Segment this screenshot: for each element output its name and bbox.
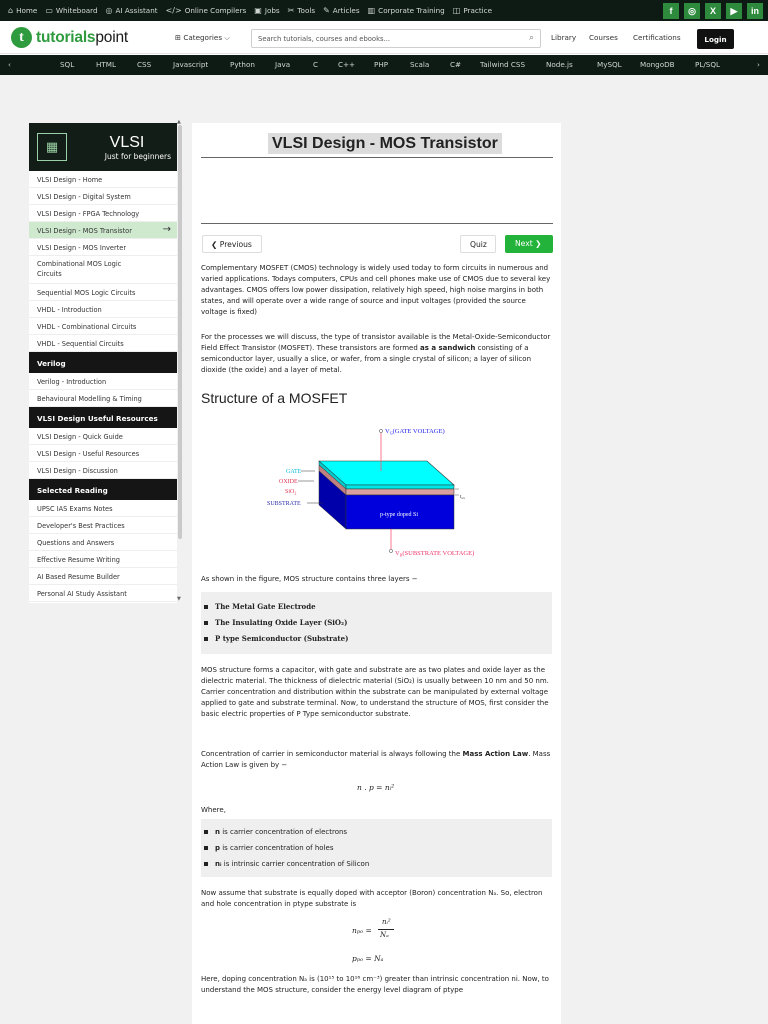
library-link[interactable]: Library <box>551 33 577 42</box>
sidebar-item[interactable] <box>29 256 177 284</box>
sidebar-item-active[interactable] <box>29 222 177 239</box>
search-icon[interactable]: ⌕ <box>528 33 534 43</box>
sidebar-item[interactable] <box>29 171 177 188</box>
articles-icon: ✎ <box>323 6 330 15</box>
topnav-label: Practice <box>463 6 493 15</box>
topnav-item-online-compilers[interactable] <box>166 6 247 15</box>
home-icon: ⌂ <box>8 6 14 15</box>
lang-link[interactable]: MySQL <box>597 60 622 69</box>
lang-link[interactable]: Scala <box>410 60 430 69</box>
sidebar-section-verilog: Verilog <box>29 352 177 373</box>
section-heading: Structure of a MOSFET <box>201 390 348 406</box>
lang-link[interactable]: Javascript <box>173 60 209 69</box>
sidebar-item-label: VLSI Design - MOS Inverter <box>37 244 127 252</box>
mosfet-structure-figure <box>267 421 487 565</box>
layer-item: The Metal Gate Electrode <box>201 599 552 615</box>
sidebar-section-reading: Selected Reading <box>29 479 177 500</box>
intro-paragraph: Complementary MOSFET (CMOS) technology is widely used today to form circuits in numerous and varied applications. Todays computers, CPUs and cell phones make use of CMOS due to several key advantages. CMOS offers low power dissipation, relatively high speed, high noise margins in both states, and will operate over a wide range of source and input voltages (provided the source voltage is fixed) <box>201 264 551 316</box>
sidebar-section-resources: VLSI Design Useful Resources <box>29 407 177 428</box>
topnav-label: Corporate Training <box>378 6 445 15</box>
sidebar-item[interactable] <box>29 500 177 517</box>
lang-link[interactable]: Python <box>230 60 255 69</box>
sidebar-item-label: Sequential MOS Logic Circuits <box>37 289 136 297</box>
where-label: Where, <box>201 806 226 814</box>
sidebar-item-label: Effective Resume Writing <box>37 556 120 564</box>
capacitor-paragraph: MOS structure forms a capacitor, with gate and substrate are as two plates and oxide layer as the dielectric material. The thickness of dielectric material (SiO₂) is usually between 10 nm and 50 nm. Carrier concentration and distribution within the substrate can be manipulated by external voltage applied to gate and substrate terminal. Now, to understand the structure of MOS, first consider the basic electric properties of P Type semiconductor substrate. <box>201 666 549 718</box>
topnav-label: Whiteboard <box>55 6 98 15</box>
language-bar <box>0 55 768 75</box>
mass-action-paragraph: Concentration of carrier in semiconductor material is always following the Mass Action Law. Mass Action Law is given by − <box>201 750 551 769</box>
topnav-label: Online Compilers <box>184 6 247 15</box>
lang-link[interactable]: SQL <box>60 60 75 69</box>
sidebar-item[interactable] <box>29 239 177 256</box>
sidebar-item-label: VLSI Design - Digital System <box>37 193 131 201</box>
layers-list <box>201 592 552 654</box>
lang-link[interactable]: C <box>313 60 319 69</box>
svg-text:VG(GATE VOLTAGE): $V_G(GATE$ VOLTAGE) <box>385 428 445 436</box>
sidebar-item[interactable] <box>29 284 177 301</box>
sidebar-item-label: Combinational MOS Logic Circuits <box>37 260 122 278</box>
topnav-label: Tools <box>297 6 316 15</box>
next-button[interactable]: Next ❯ <box>505 235 553 253</box>
sidebar-item-label: VHDL - Combinational Circuits <box>37 323 137 331</box>
tools-icon: ✂ <box>287 6 295 15</box>
svg-text:SUBSTRATE: SUBSTRATE <box>267 501 301 507</box>
doping-paragraph: Now assume that substrate is equally doped with acceptor (Boron) concentration Nₐ. So, electron and hole concentration in ptype substrate is <box>201 889 543 908</box>
code-icon: </> <box>165 6 182 15</box>
whiteboard-icon: ▭ <box>45 6 53 15</box>
sidebar-item-label: AI Based Resume Builder <box>37 573 120 581</box>
topnav-label: Home <box>16 6 38 15</box>
doping-level-paragraph: Here, doping concentration Nₐ is (10¹⁵ to 10¹⁶ cm⁻³) greater than intrinsic concentration ni. Now, to understand the MOS structure, consider the energy level diagram of ptype <box>201 975 549 994</box>
topnav-label: Jobs <box>264 6 280 15</box>
logo-text-b: point <box>95 28 128 46</box>
lang-link[interactable]: MongoDB <box>640 60 675 69</box>
sidebar-item-label: Personal AI Study Assistant <box>37 590 127 598</box>
sidebar-item-label: VLSI Design - Home <box>37 176 103 184</box>
layer-item: P type Semiconductor (Substrate) <box>201 631 552 647</box>
training-icon: ▥ <box>367 6 376 15</box>
sidebar-item[interactable] <box>29 205 177 222</box>
topnav-item-ai-assistant[interactable] <box>106 6 158 15</box>
sidebar-item[interactable] <box>29 428 177 445</box>
sidebar-item[interactable] <box>29 517 177 534</box>
sidebar-item[interactable] <box>29 445 177 462</box>
definitions-list <box>201 819 552 877</box>
sidebar-item[interactable] <box>29 188 177 205</box>
sidebar-subtitle: Just for beginners <box>104 151 171 161</box>
sidebar-scrollbar[interactable] <box>178 125 182 539</box>
page-title: VLSI Design - MOS Transistor <box>268 133 502 154</box>
topnav-item-tools[interactable] <box>288 6 315 15</box>
grid-icon: ⊞ <box>175 33 182 42</box>
practice-icon: ◫ <box>452 6 461 15</box>
search-input[interactable] <box>251 29 541 48</box>
sidebar-item[interactable] <box>29 373 177 390</box>
layer-item: The Insulating Oxide Layer (SiO₂) <box>201 615 552 631</box>
x-icon[interactable]: X <box>705 3 721 19</box>
social-links <box>663 3 763 19</box>
linkedin-icon[interactable]: in <box>747 3 763 19</box>
sidebar-item-label: UPSC IAS Exams Notes <box>37 505 113 513</box>
login-button[interactable]: Login <box>697 29 734 49</box>
sidebar-item[interactable] <box>29 390 177 407</box>
sidebar-item[interactable] <box>29 318 177 335</box>
sidebar <box>29 123 177 603</box>
top-navigation <box>0 0 768 21</box>
definition-item: n is carrier concentration of electrons <box>201 824 552 840</box>
logo-text-a: tutorials <box>36 28 96 46</box>
search-placeholder: Search tutorials, courses and ebooks... <box>258 35 391 43</box>
sidebar-item[interactable] <box>29 534 177 551</box>
categories-label: Categories <box>183 33 223 42</box>
sidebar-item-label: VLSI Design - Discussion <box>37 467 118 475</box>
logo-mark-icon: t <box>11 27 32 48</box>
sidebar-title: VLSI <box>109 133 145 151</box>
lang-link[interactable]: PL/SQL <box>695 60 720 69</box>
lang-link[interactable]: Node.js <box>546 60 573 69</box>
svg-text:GATE: GATE <box>286 469 302 475</box>
jobs-icon: ▣ <box>254 6 262 15</box>
sidebar-item-label: VLSI Design - FPGA Technology <box>37 210 140 218</box>
mass-action-formula: n . p = nᵢ² <box>357 783 395 792</box>
title-divider <box>201 157 553 158</box>
lang-link[interactable]: HTML <box>96 60 117 69</box>
lang-next-arrow-icon[interactable]: › <box>757 60 760 69</box>
certifications-link[interactable]: Certifications <box>633 33 681 42</box>
topnav-label: AI Assistant <box>115 6 158 15</box>
chip-icon: ▦ <box>37 133 67 161</box>
sidebar-item-label: VHDL - Sequential Circuits <box>37 340 124 348</box>
layers-intro: As shown in the figure, MOS structure contains three layers − <box>201 575 418 583</box>
sidebar-item-label: VLSI Design - Quick Guide <box>37 433 123 441</box>
topnav-item-home[interactable] <box>8 6 37 15</box>
sidebar-item-label: VLSI Design - Useful Resources <box>37 450 140 458</box>
courses-link[interactable]: Courses <box>589 33 618 42</box>
lang-link[interactable]: C# <box>450 60 462 69</box>
topnav-label: Articles <box>332 6 360 15</box>
lang-link[interactable]: Java <box>275 60 291 69</box>
lang-link[interactable]: PHP <box>374 60 389 69</box>
lang-link[interactable]: C++ <box>338 60 356 69</box>
svg-text:OXIDE: OXIDE <box>279 479 298 485</box>
topnav-item-corporate-training[interactable] <box>368 6 445 15</box>
sidebar-item-label: Developer's Best Practices <box>37 522 125 530</box>
sidebar-item[interactable] <box>29 585 177 602</box>
sidebar-header <box>29 123 177 171</box>
site-header <box>0 21 768 54</box>
site-logo[interactable] <box>11 27 128 48</box>
quiz-button[interactable]: Quiz <box>460 235 496 253</box>
instagram-icon[interactable]: ◎ <box>684 3 700 19</box>
main-content <box>192 123 561 1024</box>
sidebar-item-label: Behavioural Modelling & Timing <box>37 395 142 403</box>
sidebar-item-label: Verilog - Introduction <box>37 378 107 386</box>
scroll-up-arrow-icon[interactable]: ▲ <box>177 119 181 125</box>
mosfet-paragraph: For the processes we will discuss, the type of transistor available is the Metal-Oxide-Semiconductor Field Effect Transistor (MOSFET). These transistors are formed as a sandwich consisting of a semiconductor layer, usually a slice, or wafer, from a single crystal of silicon; a layer of silicon dioxide (the oxide) and a layer of metal. <box>201 333 551 374</box>
svg-text:SiO2: SiO$_2$ <box>285 489 297 496</box>
hole-concentration-formula: ppo = Nₐ <box>352 954 384 963</box>
topnav-item-articles[interactable] <box>323 6 360 15</box>
sidebar-item-label: VLSI Design - MOS Transistor <box>37 227 132 235</box>
lang-link[interactable]: Tailwind CSS <box>480 60 526 69</box>
sidebar-item[interactable] <box>29 568 177 585</box>
sidebar-item[interactable] <box>29 301 177 318</box>
definition-item: p is carrier concentration of holes <box>201 840 552 856</box>
scroll-down-arrow-icon[interactable]: ▼ <box>177 596 181 602</box>
topnav-item-practice[interactable] <box>453 6 492 15</box>
chevron-down-icon: ⌵ <box>224 33 230 42</box>
svg-text:VB(SUBSTRATE VOLTAGE): $V_B(SUBSTRATE$ VOLTAGE) <box>395 550 475 558</box>
ai-assistant-icon: ◎ <box>105 6 113 15</box>
definition-item: nᵢ is intrinsic carrier concentration of Silicon <box>201 856 552 872</box>
electron-concentration-formula: npo = nᵢ² Nₐ <box>352 918 412 944</box>
topnav-item-whiteboard[interactable] <box>45 6 97 15</box>
youtube-icon[interactable]: ▶ <box>726 3 742 19</box>
categories-dropdown[interactable] <box>175 33 230 43</box>
svg-text:p-type doped Si: p-type doped Si <box>380 512 418 518</box>
svg-text:tox: $t_{ox}$ <box>460 495 465 500</box>
previous-button[interactable]: ❮ Previous <box>202 235 262 253</box>
lang-prev-arrow-icon[interactable]: ‹ <box>8 60 11 69</box>
arrow-right-icon: → <box>162 224 171 235</box>
sidebar-item-label: Questions and Answers <box>37 539 115 547</box>
lang-link[interactable]: CSS <box>137 60 152 69</box>
sidebar-item[interactable] <box>29 335 177 352</box>
facebook-icon[interactable]: f <box>663 3 679 19</box>
sidebar-item[interactable] <box>29 551 177 568</box>
ad-divider <box>201 223 553 224</box>
topnav-item-jobs[interactable] <box>254 6 279 15</box>
sidebar-item-label: VHDL - Introduction <box>37 306 102 314</box>
sidebar-item[interactable] <box>29 462 177 479</box>
